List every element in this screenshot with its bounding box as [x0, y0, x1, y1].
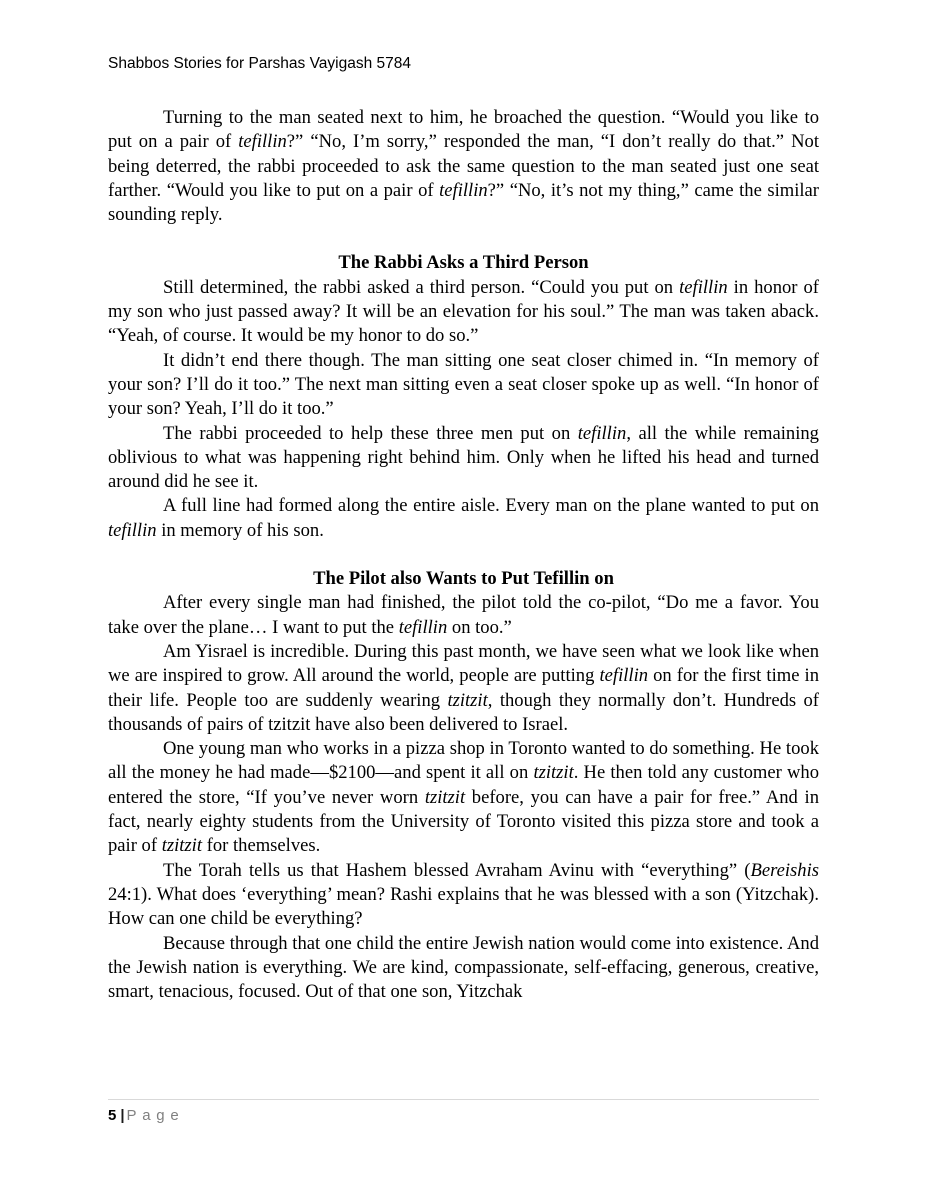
- text-segment: The Rabbi Asks a Third Person: [338, 252, 589, 274]
- text-segment: Still determined, the rabbi asked a third person. “Could you put on: [163, 276, 680, 298]
- text-segment: tefillin: [398, 616, 448, 638]
- body-paragraph: [108, 494, 819, 543]
- text-segment: tzitzit: [424, 786, 466, 808]
- text-segment: tzitzit: [161, 835, 203, 857]
- text-segment: ?” “No, I’m sorry,” responded the man, “I don’t really do that.” Not being deterred, the rabbi proceeded to ask the same question to the man seated just one seat farther. “Would you like to put on a pair of: [108, 131, 819, 201]
- header-title: Shabbos Stories for Parshas Vayigash 5784: [108, 55, 412, 72]
- text-segment: tzitzit: [533, 762, 574, 784]
- body-paragraph: [108, 106, 819, 227]
- text-segment: The rabbi proceeded to help these three men put on: [163, 422, 578, 444]
- text-segment: tefillin: [108, 519, 157, 541]
- body-paragraph: [108, 591, 819, 640]
- footer-separator: |: [120, 1107, 125, 1124]
- text-segment: The Pilot also Wants to Put Tefillin on: [313, 568, 614, 590]
- text-segment: tefillin: [439, 179, 488, 201]
- text-segment: . He then told any customer who entered the store, “If you’ve never worn: [108, 762, 819, 808]
- text-segment: Bereishis: [750, 859, 819, 881]
- page-number: 5: [108, 1107, 117, 1124]
- text-segment: in memory of his son.: [156, 519, 324, 541]
- text-segment: , though they normally don’t. Hundreds of thousands of pairs of tzitzit have also been delivered to Israel.: [108, 689, 820, 735]
- text-segment: tefillin: [577, 422, 627, 444]
- body-paragraph: [108, 640, 819, 737]
- text-segment: tefillin: [679, 276, 728, 298]
- body-paragraph: [108, 422, 819, 495]
- page-footer: [108, 1099, 819, 1124]
- text-segment: Turning to the man seated next to him, he broached the question. “Would you like to put on a pair of: [108, 107, 819, 153]
- body-paragraph: [108, 737, 819, 858]
- body-paragraph: [108, 276, 819, 349]
- text-segment: tzitzit: [447, 689, 488, 711]
- text-segment: Am Yisrael is incredible. During this past month, we have seen what we look like when we are inspired to grow. All around the world, people are putting: [108, 640, 819, 687]
- section-heading: [108, 251, 819, 275]
- page-header: [108, 55, 411, 73]
- footer-page-label: Page: [126, 1107, 185, 1124]
- text-segment: A full line had formed along the entire aisle. Every man on the plane wanted to put on: [163, 495, 819, 517]
- body-paragraph: [108, 932, 819, 1005]
- text-segment: Because through that one child the entire Jewish nation would come into existence. And the Jewish nation is everything. We are kind, compassionate, self-effacing, generous, creative, smart, tenacious, focused. Out of that one son, Yitzchak: [108, 932, 819, 1003]
- text-segment: tefillin: [238, 131, 287, 153]
- text-segment: before, you can have a pair for free.” And in fact, nearly eighty students from the University of Toronto visited this pizza store and took a pair of: [108, 786, 820, 857]
- text-segment: After every single man had finished, the pilot told the co-pilot, “Do me a favor. You take over the plane… I want to put the: [108, 592, 819, 638]
- body-paragraph: [108, 349, 819, 422]
- text-segment: One young man who works in a pizza shop in Toronto wanted to do something. He took all the money he had made—$2100—and spent it all on: [108, 738, 819, 784]
- text-segment: , all the while remaining oblivious to what was happening right behind him. Only when he lifted his head and turned around did he see it.: [108, 422, 819, 493]
- text-segment: It didn’t end there though. The man sitting one seat closer chimed in. “In memory of your son? I’ll do it too.” The next man sitting even a seat closer spoke up as well. “In honor of your son? Yeah, I’ll do it too.”: [108, 349, 819, 420]
- section-heading: [108, 567, 819, 591]
- text-segment: ?” “No, it’s not my thing,” came the similar sounding reply.: [108, 179, 819, 226]
- text-segment: 24:1). What does ‘everything’ mean? Rashi explains that he was blessed with a son (Yitzchak). How can one child be everything?: [108, 883, 819, 930]
- text-segment: The Torah tells us that Hashem blessed Avraham Avinu with “everything” (: [163, 859, 751, 881]
- document-body: [108, 106, 819, 1004]
- text-segment: on too.”: [447, 616, 512, 638]
- body-paragraph: [108, 859, 819, 932]
- text-segment: in honor of my son who just passed away? It will be an elevation for his soul.” The man was taken aback. “Yeah, of course. It would be my honor to do so.”: [108, 276, 819, 347]
- text-segment: tefillin: [599, 665, 649, 687]
- text-segment: for themselves.: [202, 835, 321, 857]
- text-segment: on for the first time in their life. People too are suddenly wearing: [108, 665, 819, 711]
